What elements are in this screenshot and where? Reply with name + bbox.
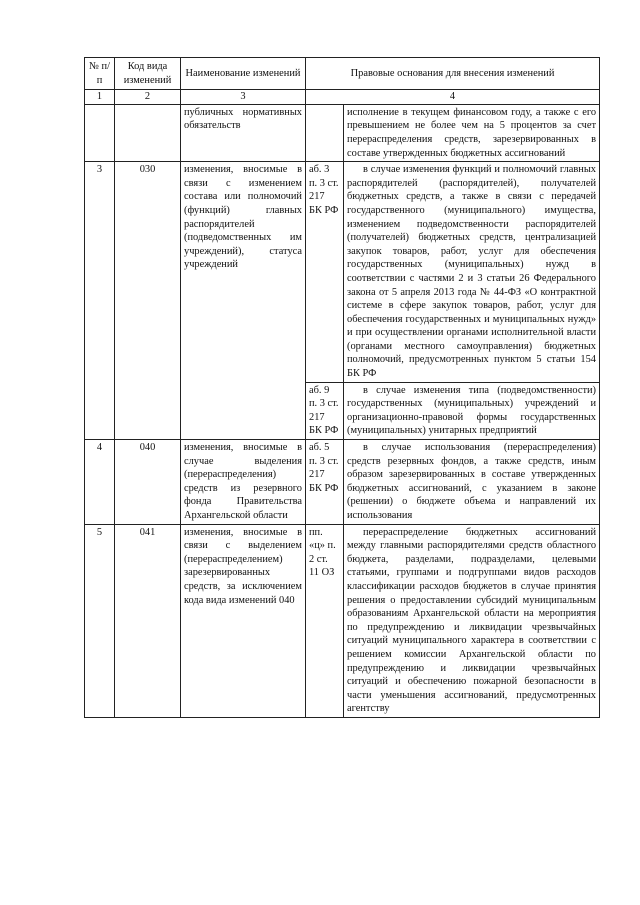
numbering-cell: 4 [306, 90, 600, 105]
row-name: публичных нормативных обязательств [181, 104, 306, 161]
row-number: 3 [85, 162, 115, 440]
row-name: изменения, вносимые в связи с выделением (перераспределением) зарезервированных средств, за исключением кода вида изменений 040 [181, 524, 306, 717]
table-row [85, 524, 600, 717]
row-basis-text: в случае изменения функций и полномочий главных распорядителей (распорядителей), получателей бюджетных средств, а также в связи с передачей государственного (муниципального) имущества, изменением подведомственности распорядителей (получателей) бюджетных средств, централизацией закупок товаров, работ, услуг для обеспечения государственных (муниципальных) нужд в соответствии с частями 2 и 3 статьи 26 Федерального закона от 5 апреля 2013 года № 44-ФЗ «О контрактной системе в сфере закупок товаров, работ, услуг для обеспечения государственных и муниципальных нужд» и при осуществлении органами исполнительной власти (органами местного самоуправления) бюджетных полномочий, предусмотренных пунктом 5 статьи 154 БК РФ [344, 162, 600, 383]
row-code: 040 [115, 440, 181, 525]
row-name: изменения, вносимые в связи с изменением состава или полномочий (функций) главных распорядителей (подведомственных им учреждений), статуса учреждений [181, 162, 306, 440]
table-header-row [85, 58, 600, 90]
row-ref: аб. 3 п. 3 ст. 217 БК РФ [306, 162, 344, 383]
numbering-cell: 3 [181, 90, 306, 105]
numbering-cell: 2 [115, 90, 181, 105]
table-row [85, 104, 600, 161]
row-ref: аб. 5 п. 3 ст. 217 БК РФ [306, 440, 344, 525]
row-ref [306, 104, 344, 161]
row-basis-text: перераспределение бюджетных ассигнований между главными распорядителями средств областного бюджета, разделами, подразделами, целевыми статьями, группами и подгруппами видов расходов классификации расходов бюджетов в случае принятия решения о предоставлении субсидий муниципальным образованиям Архангельской области на мероприятия по предупреждению и ликвидации чрезвычайных ситуаций муниципального характера в соответствии с решением комиссии Архангельской области по предупреждению и ликвидации чрезвычайных ситуаций и обеспечению пожарной безопасности в части уменьшения ассигнований, предусмотренных агентству [344, 524, 600, 717]
row-number: 4 [85, 440, 115, 525]
row-basis-text: в случае изменения типа (подведомственности) государственных (муниципальных) учреждений и организационно-правовой формы государственных (муниципальных) унитарных предприятий [344, 382, 600, 439]
row-ref: аб. 9 п. 3 ст. 217 БК РФ [306, 382, 344, 439]
row-number [85, 104, 115, 161]
header-number: № п/п [85, 58, 115, 90]
row-basis-text: в случае использования (перераспределения) средств резервных фондов, а также средств, иным образом зарезервированных в составе утвержденных бюджетных ассигнований, с указанием в законе (решении) о бюджете объема и направлений их использования [344, 440, 600, 525]
header-legal-basis: Правовые основания для внесения изменений [306, 58, 600, 90]
row-number: 5 [85, 524, 115, 717]
row-ref: пп. «ц» п. 2 ст. 11 ОЗ [306, 524, 344, 717]
table-row [85, 162, 600, 383]
row-name: изменения, вносимые в случае выделения (перераспределения) средств из резервного фонда Правительства Архангельской области [181, 440, 306, 525]
numbering-cell: 1 [85, 90, 115, 105]
header-name: Наименование изменений [181, 58, 306, 90]
row-code: 030 [115, 162, 181, 440]
numbering-row [85, 90, 600, 105]
row-basis-text: исполнение в текущем финансовом году, а также с его превышением не более чем на 5 процентов за счет перераспределения средств, зарезервированных в составе утвержденных бюджетных ассигнований [344, 104, 600, 161]
row-code: 041 [115, 524, 181, 717]
header-code: Код вида изменений [115, 58, 181, 90]
row-code [115, 104, 181, 161]
table-row [85, 440, 600, 525]
changes-table [84, 57, 600, 718]
